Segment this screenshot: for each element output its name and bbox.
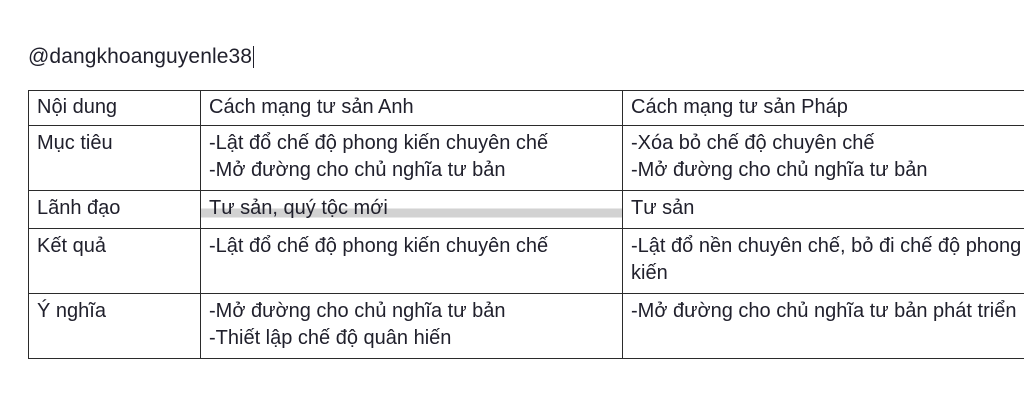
header-cell-noi-dung: Nội dung [29, 91, 201, 126]
text-caret [253, 46, 254, 68]
cell-lanh-dao-phap: Tư sản [623, 191, 1024, 229]
table-row [29, 294, 1024, 359]
header-cell-anh: Cách mạng tư sản Anh [201, 91, 623, 126]
table-row [29, 191, 1024, 229]
cell-muc-tieu-phap: -Xóa bỏ chế độ chuyên chế -Mở đường cho chủ nghĩa tư bản [623, 126, 1024, 191]
table-header-row [29, 91, 1024, 126]
row-label-muc-tieu: Mục tiêu [29, 126, 201, 191]
username-line[interactable] [28, 44, 254, 70]
cell-y-nghia-phap: -Mở đường cho chủ nghĩa tư bản phát triển [623, 294, 1024, 359]
header-cell-phap: Cách mạng tư sản Pháp [623, 91, 1024, 126]
username-text: @dangkhoanguyenle38 [28, 45, 253, 68]
row-label-lanh-dao: Lãnh đạo [29, 191, 201, 229]
table-row [29, 229, 1024, 294]
cell-lanh-dao-anh[interactable]: Tư sản, quý tộc mới [201, 191, 623, 229]
row-label-ket-qua: Kết quả [29, 229, 201, 294]
row-label-y-nghia: Ý nghĩa [29, 294, 201, 359]
table-row [29, 126, 1024, 191]
cell-ket-qua-anh: -Lật đổ chế độ phong kiến chuyên chế [201, 229, 623, 294]
cell-muc-tieu-anh: -Lật đổ chế độ phong kiến chuyên chế -Mở đường cho chủ nghĩa tư bản [201, 126, 623, 191]
cell-y-nghia-anh: -Mở đường cho chủ nghĩa tư bản -Thiết lập chế độ quân hiến [201, 294, 623, 359]
cell-ket-qua-phap: -Lật đổ nền chuyên chế, bỏ đi chế độ phong kiến [623, 229, 1024, 294]
comparison-table [28, 90, 1024, 359]
